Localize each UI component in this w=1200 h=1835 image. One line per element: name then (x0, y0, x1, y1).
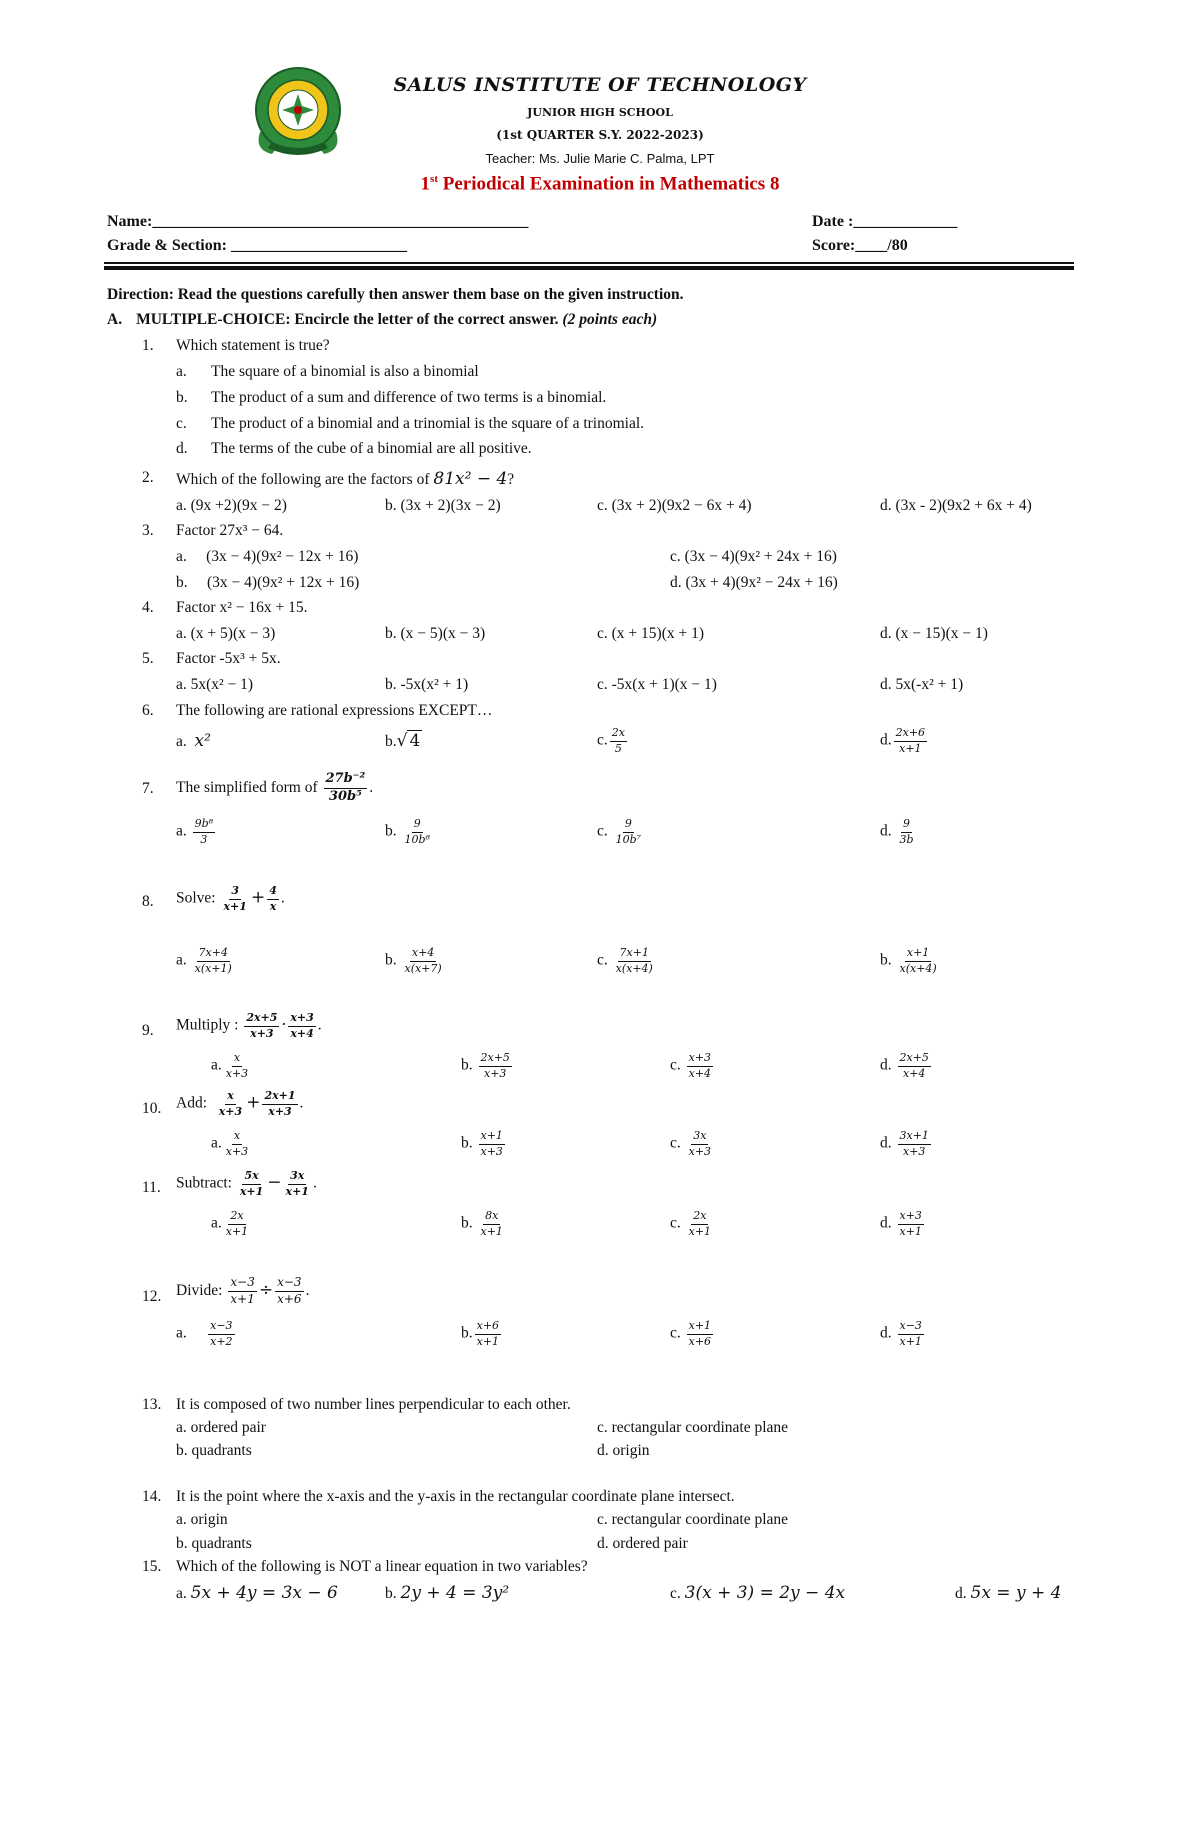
q6-text: The following are rational expressions EXCEPT… (176, 702, 493, 719)
q12-choice-b[interactable]: b. $\frac{x+6}{x+1}$ (461, 1319, 500, 1348)
q11-choice-c[interactable]: c. $\frac{2x}{x+1}$ (670, 1209, 712, 1238)
q3-choice-d[interactable]: d. (3x + 4)(9x² − 24x + 16) (670, 574, 838, 591)
header-divider-thick (104, 266, 1074, 270)
q10-choice-a[interactable]: a. $\frac{x}{x+3}$ (211, 1129, 249, 1158)
score-field[interactable]: Score:____/80 (812, 237, 908, 254)
q8-text: Solve: $\frac{3}{x+1}$ + $\frac{4}{x}$ . (176, 884, 285, 913)
header-divider (104, 262, 1074, 264)
q1-choice-a-letter[interactable]: a. (176, 363, 187, 380)
q3-choice-c[interactable]: c. (3x − 4)(9x² + 24x + 16) (670, 548, 837, 565)
q6-choice-a[interactable]: a. x² (176, 731, 211, 751)
q2-choice-b[interactable]: b. (3x + 2)(3x − 2) (385, 497, 501, 514)
q12-choice-a[interactable]: a. $\frac{x-3}{x+2}$ (176, 1319, 233, 1348)
q12-choice-d[interactable]: d. $\frac{x-3}{x+1}$ (880, 1319, 922, 1348)
name-field[interactable]: Name:_______________________________________________ (107, 213, 529, 230)
exam-title: 1st Periodical Examination in Mathematics 8 (420, 173, 780, 195)
q8-choice-b[interactable]: b. $\frac{x+4}{x(x+7)}$ (385, 946, 442, 975)
q10-choice-b[interactable]: b. $\frac{x+1}{x+3}$ (461, 1129, 503, 1158)
teacher-name: Teacher: Ms. Julie Marie C. Palma, LPT (485, 151, 715, 166)
q13-choice-b[interactable]: b. quadrants (176, 1442, 252, 1459)
q1-choice-c-letter[interactable]: c. (176, 415, 187, 432)
q4-choice-a[interactable]: a. (x + 5)(x − 3) (176, 625, 276, 642)
q4-choice-c[interactable]: c. (x + 15)(x + 1) (597, 625, 705, 642)
q8-number: 8. (142, 893, 154, 910)
q15-choice-a[interactable]: a. 5x + 4y = 3x − 6 (176, 1583, 338, 1603)
q14-choice-c[interactable]: c. rectangular coordinate plane (597, 1511, 789, 1528)
q1-number: 1. (142, 337, 154, 354)
q7-number: 7. (142, 780, 154, 797)
school-name: SALUS INSTITUTE OF TECHNOLOGY (393, 74, 807, 96)
q10-choice-c[interactable]: c. $\frac{3x}{x+3}$ (670, 1129, 712, 1158)
q4-choice-b[interactable]: b. (x − 5)(x − 3) (385, 625, 486, 642)
q10-text: Add: $\frac{x}{x+3}$ + $\frac{2x+1}{x+3}$ . (176, 1089, 304, 1118)
q8-choice-d[interactable]: b. $\frac{x+1}{x(x+4)}$ (880, 946, 937, 975)
q3-text: Factor 27x³ − 64. (176, 522, 284, 539)
q3-choice-a[interactable]: a. (3x − 4)(9x² − 12x + 16) (176, 548, 359, 565)
q5-number: 5. (142, 650, 154, 667)
section-a-heading: A. MULTIPLE-CHOICE: Encircle the letter of the correct answer. (2 points each) (107, 311, 658, 328)
department-name: JUNIOR HIGH SCHOOL (527, 106, 673, 119)
q9-choice-b[interactable]: b. $\frac{2x+5}{x+3}$ (461, 1051, 510, 1080)
q14-choice-a[interactable]: a. origin (176, 1511, 228, 1528)
q7-choice-d[interactable]: d. $\frac{9}{3b}$ (880, 817, 914, 846)
grade-section-field[interactable]: Grade & Section: ______________________ (107, 237, 407, 254)
q1-choice-c: The product of a binomial and a trinomial is the square of a trinomial. (211, 415, 645, 432)
q10-choice-d[interactable]: d. $\frac{3x+1}{x+3}$ (880, 1129, 929, 1158)
q13-choice-c[interactable]: c. rectangular coordinate plane (597, 1419, 789, 1436)
q2-text: Which of the following are the factors of 81x² − 4? (176, 469, 515, 489)
q7-choice-c[interactable]: c. $\frac{9}{\text{10b⁷}}$ (597, 817, 642, 846)
q9-number: 9. (142, 1022, 154, 1039)
q9-text: Multiply : $\frac{2x+5}{x+3}$ · $\frac{x+3}{x+4}$ . (176, 1011, 322, 1040)
q1-choice-a: The square of a binomial is also a binomial (211, 363, 479, 380)
q15-choice-d[interactable]: d. 5x = y + 4 (955, 1583, 1062, 1603)
q6-choice-d[interactable]: d. $\frac{2x+6}{x+1}$ (880, 726, 926, 755)
q4-text: Factor x² − 16x + 15. (176, 599, 308, 616)
q13-choice-d[interactable]: d. origin (597, 1442, 650, 1459)
q11-choice-a[interactable]: a. $\frac{2x}{x+1}$ (211, 1209, 249, 1238)
q1-choice-d-letter[interactable]: d. (176, 440, 188, 457)
q5-text: Factor -5x³ + 5x. (176, 650, 281, 667)
q10-number: 10. (142, 1100, 162, 1117)
q4-choice-d[interactable]: d. (x − 15)(x − 1) (880, 625, 988, 642)
q14-number: 14. (142, 1488, 162, 1505)
q5-choice-b[interactable]: b. -5x(x² + 1) (385, 676, 469, 693)
quarter-label: (1st QUARTER S.Y. 2022-2023) (496, 128, 704, 142)
q5-choice-a[interactable]: a. 5x(x² − 1) (176, 676, 254, 693)
q1-choice-b: The product of a sum and difference of two terms is a binomial. (211, 389, 607, 406)
q11-choice-d[interactable]: d. $\frac{x+3}{x+1}$ (880, 1209, 922, 1238)
q1-choice-b-letter[interactable]: b. (176, 389, 188, 406)
q12-number: 12. (142, 1288, 162, 1305)
q12-choice-c[interactable]: c. $\frac{x+1}{x+6}$ (670, 1319, 712, 1348)
q13-choice-a[interactable]: a. ordered pair (176, 1419, 266, 1436)
q2-choice-c[interactable]: c. (3x + 2)(9x2 − 6x + 4) (597, 497, 752, 514)
q5-choice-d[interactable]: d. 5x(-x² + 1) (880, 676, 964, 693)
q13-number: 13. (142, 1396, 162, 1413)
q8-choice-c[interactable]: c. $\frac{7x+1}{x(x+4)}$ (597, 946, 653, 975)
q12-text: Divide: $\frac{x-3}{x+1}$ ÷ $\frac{x-3}{x+6}$ . (176, 1275, 310, 1306)
q14-choice-d[interactable]: d. ordered pair (597, 1535, 688, 1552)
q11-text: Subtract: $\frac{5x}{x+1}$ − $\frac{3x}{x+1}$ . (176, 1169, 317, 1198)
q15-text: Which of the following is NOT a linear equation in two variables? (176, 1558, 588, 1575)
q6-choice-b[interactable]: b.√ 4 (385, 731, 421, 751)
q1-choice-d: The terms of the cube of a binomial are all positive. (211, 440, 532, 457)
q2-choice-d[interactable]: d. (3x - 2)(9x2 + 6x + 4) (880, 497, 1032, 514)
q3-number: 3. (142, 522, 154, 539)
date-field[interactable]: Date :_____________ (812, 213, 958, 230)
direction-text: Direction: Read the questions carefully then answer them base on the given instruction. (107, 286, 684, 303)
q6-number: 6. (142, 702, 154, 719)
q15-choice-c[interactable]: c. 3(x + 3) = 2y − 4x (670, 1583, 846, 1603)
q9-choice-c[interactable]: c. $\frac{x+3}{x+4}$ (670, 1051, 712, 1080)
q7-choice-b[interactable]: b. $\frac{9}{\text{10b⁸}}$ (385, 817, 430, 846)
q2-choice-a[interactable]: a. (9x +2)(9x − 2) (176, 497, 287, 514)
q9-choice-d[interactable]: d. $\frac{2x+5}{x+4}$ (880, 1051, 929, 1080)
q6-choice-c[interactable]: c. $\frac{2x}{5}$ (597, 726, 625, 755)
q7-choice-a[interactable]: a. $\frac{\text{9b⁸}}{3}$ (176, 817, 214, 846)
q4-number: 4. (142, 599, 154, 616)
q15-number: 15. (142, 1558, 162, 1575)
q5-choice-c[interactable]: c. -5x(x + 1)(x − 1) (597, 676, 717, 693)
q14-choice-b[interactable]: b. quadrants (176, 1535, 252, 1552)
q11-choice-b[interactable]: b. $\frac{8x}{x+1}$ (461, 1209, 503, 1238)
q11-number: 11. (142, 1179, 161, 1196)
q1-text: Which statement is true? (176, 337, 330, 354)
q15-choice-b[interactable]: b. 2y + 4 = 3y² (385, 1583, 510, 1603)
q14-text: It is the point where the x-axis and the y-axis in the rectangular coordinate plane intersect. (176, 1488, 735, 1505)
q3-choice-b[interactable]: b. (3x − 4)(9x² + 12x + 16) (176, 574, 360, 591)
q13-text: It is composed of two number lines perpendicular to each other. (176, 1396, 571, 1413)
q9-choice-a[interactable]: a. $\frac{x}{x+3}$ (211, 1051, 249, 1080)
q2-number: 2. (142, 469, 154, 486)
q7-text: The simplified form of $\frac{\text{27b⁻²}}{\text{30b⁵}}$ . (176, 771, 374, 804)
q8-choice-a[interactable]: a. $\frac{7x+4}{x(x+1)}$ (176, 946, 232, 975)
